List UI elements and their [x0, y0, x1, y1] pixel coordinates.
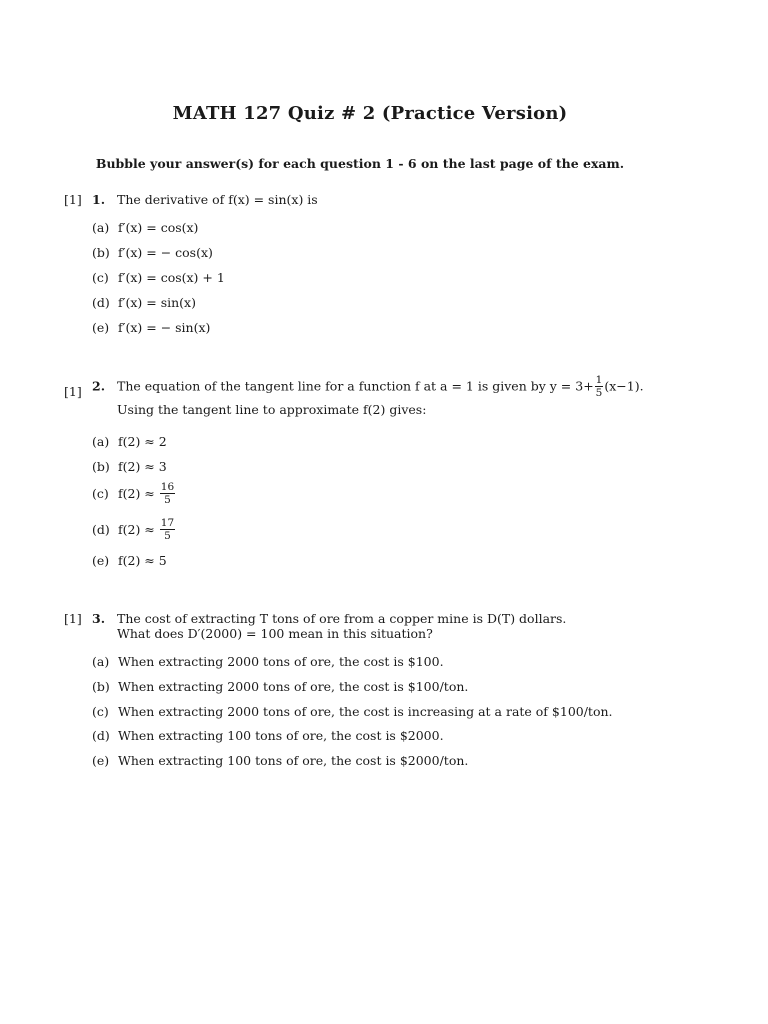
option-label: (e): [92, 553, 110, 568]
question-points: [1]: [64, 192, 82, 207]
question-text: The equation of the tangent line for a function f at a = 1 is given by y = 3+: [116, 378, 594, 394]
option-d[interactable]: [92, 517, 176, 542]
instructions: Bubble your answer(s) for each question 1 - 6 on the last page of the exam.: [95, 156, 625, 171]
option-a[interactable]: [92, 220, 198, 235]
option-text: f′(x) = − cos(x): [118, 245, 213, 260]
option-d[interactable]: [92, 728, 444, 743]
option-text: When extracting 100 tons of ore, the cost is $2000/ton.: [118, 753, 469, 768]
option-label: (a): [92, 434, 110, 449]
question-text-line2: What does D′(2000) = 100 mean in this situation?: [117, 626, 433, 641]
question-number: 3.: [92, 611, 106, 626]
option-e[interactable]: [92, 553, 167, 568]
option-text: f(2) ≈ 5: [118, 553, 167, 568]
fraction: $\frac{17}{5}$: [160, 517, 175, 542]
option-text: f′(x) = sin(x): [118, 295, 196, 310]
question-points: [1]: [64, 611, 82, 626]
option-e[interactable]: [92, 320, 210, 335]
option-text: f′(x) = − sin(x): [118, 320, 211, 335]
option-label: (d): [92, 728, 110, 743]
option-text: f′(x) = cos(x): [118, 220, 199, 235]
option-label: (a): [92, 654, 110, 669]
option-label: (b): [92, 245, 110, 260]
page-title: MATH 127 Quiz # 2 (Practice Version): [172, 103, 568, 124]
option-text: f(2) ≈ 3: [118, 459, 167, 474]
option-b[interactable]: [92, 245, 213, 260]
option-label: (c): [92, 270, 109, 285]
question-prompt: [92, 611, 566, 626]
option-text: f(2) ≈ 2: [118, 434, 167, 449]
question-prompt: [92, 192, 318, 207]
option-label: (d): [92, 522, 110, 537]
option-a[interactable]: [92, 434, 167, 449]
fraction: $\frac{1}{5}$: [595, 374, 603, 399]
option-e[interactable]: [92, 753, 468, 768]
option-text: f′(x) = cos(x) + 1: [118, 270, 225, 285]
option-label: (b): [92, 459, 110, 474]
option-c[interactable]: [92, 704, 613, 719]
option-c[interactable]: [92, 481, 176, 506]
question-text: The cost of extracting T tons of ore from a copper mine is D(T) dollars.: [116, 611, 567, 626]
question-number: 1.: [92, 192, 106, 207]
option-label: (c): [92, 704, 109, 719]
option-label: (e): [92, 753, 110, 768]
question-prompt: [92, 374, 644, 399]
option-text: When extracting 2000 tons of ore, the cost is $100.: [118, 654, 444, 669]
option-d[interactable]: [92, 295, 196, 310]
option-label: (e): [92, 320, 110, 335]
question-number: 2.: [92, 378, 106, 394]
option-text: f(2) ≈: [118, 486, 155, 501]
question-points: [1]: [64, 384, 82, 399]
option-b[interactable]: [92, 679, 468, 694]
option-label: (a): [92, 220, 110, 235]
option-label: (d): [92, 295, 110, 310]
fraction: $\frac{16}{5}$: [160, 481, 175, 506]
option-a[interactable]: [92, 654, 444, 669]
option-text: f(2) ≈: [118, 522, 155, 537]
question-text-line2: Using the tangent line to approximate f(2) gives:: [117, 402, 427, 417]
option-label: (c): [92, 486, 109, 501]
question-text-tail: (x−1).: [604, 378, 644, 394]
option-label: (b): [92, 679, 110, 694]
question-text: The derivative of f(x) = sin(x) is: [116, 192, 318, 207]
option-b[interactable]: [92, 459, 167, 474]
option-text: When extracting 100 tons of ore, the cost is $2000.: [118, 728, 444, 743]
option-c[interactable]: [92, 270, 225, 285]
option-text: When extracting 2000 tons of ore, the cost is $100/ton.: [118, 679, 469, 694]
option-text: When extracting 2000 tons of ore, the cost is increasing at a rate of $100/ton.: [118, 704, 613, 719]
